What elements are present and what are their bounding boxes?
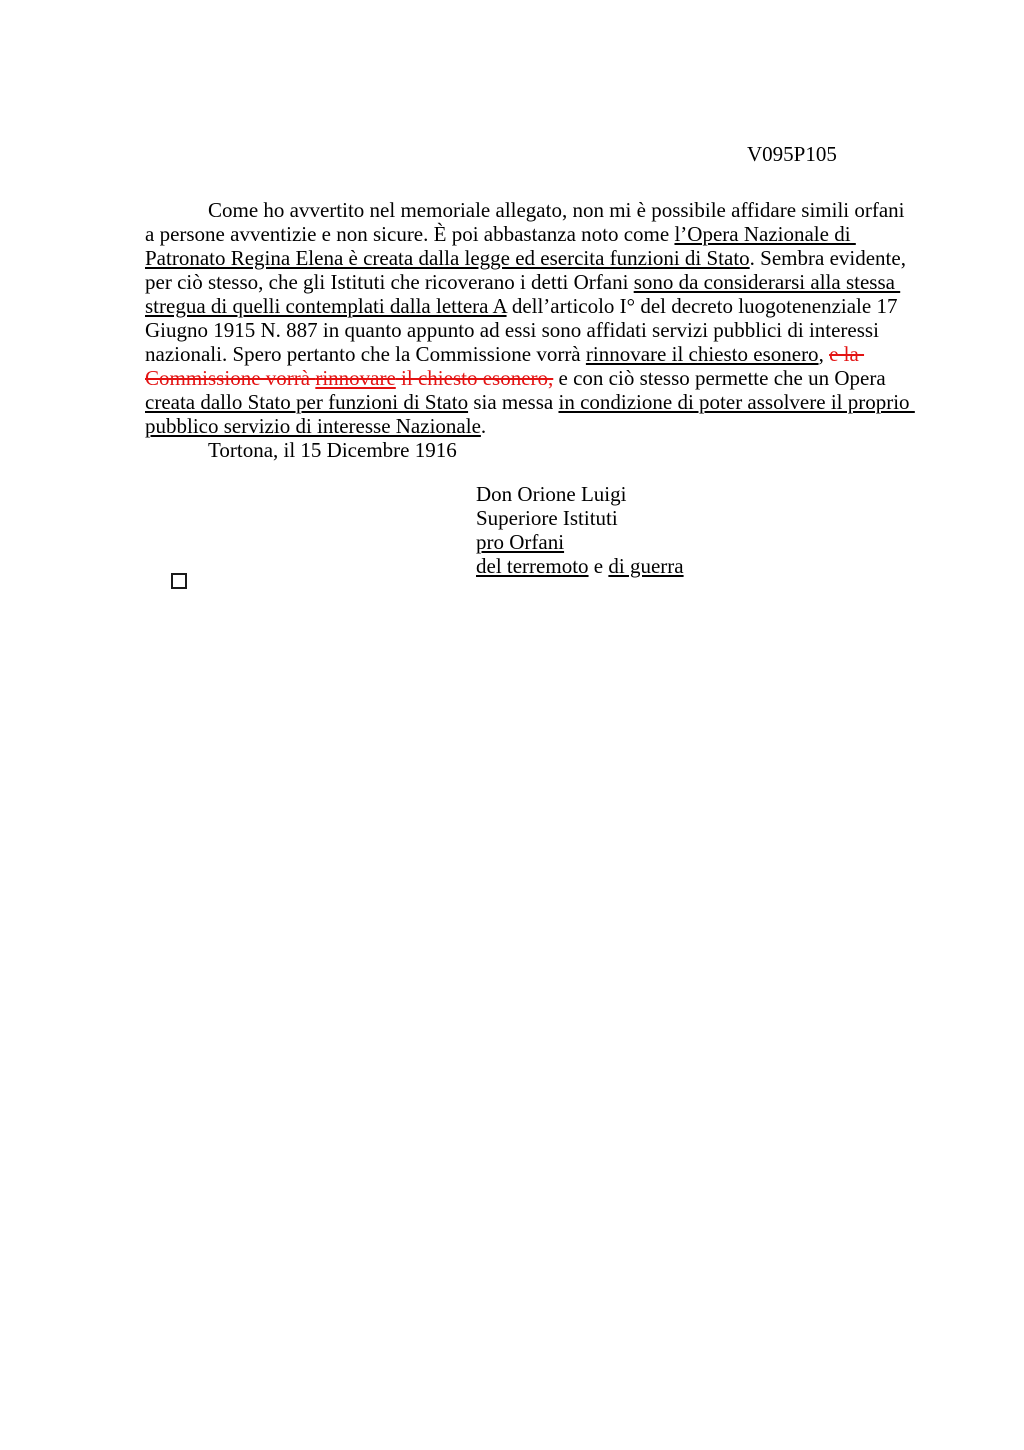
text-line bbox=[145, 318, 945, 342]
underlined-text: del terremoto bbox=[476, 554, 589, 578]
deleted-revision-text: rinnovare bbox=[315, 366, 396, 390]
body-text: per ciò stesso, che gli Istituti che ricoverano i detti Orfani bbox=[145, 270, 634, 294]
signature-block bbox=[476, 482, 1024, 578]
text-line bbox=[145, 390, 945, 414]
body-text: Superiore Istituti bbox=[476, 506, 618, 530]
text-line bbox=[476, 506, 1024, 530]
body-text: nazionali. Spero pertanto che la Commissione vorrà bbox=[145, 342, 586, 366]
text-line bbox=[145, 366, 945, 390]
body-text: Come ho avvertito nel memoriale allegato, non mi è possibile affidare simili orfani bbox=[208, 198, 905, 222]
underlined-text: pubblico servizio di interesse Nazionale bbox=[145, 414, 481, 438]
body-text: . bbox=[480, 414, 487, 438]
text-line bbox=[145, 270, 945, 294]
letter-body bbox=[145, 198, 945, 462]
underlined-text: rinnovare il chiesto esonero bbox=[585, 342, 819, 366]
deleted-revision-text: Commissione vorrà bbox=[145, 366, 316, 390]
text-line bbox=[476, 530, 1024, 554]
underlined-text: pro Orfani bbox=[476, 530, 565, 554]
text-line bbox=[145, 198, 945, 222]
body-text: Don Orione Luigi bbox=[476, 482, 627, 506]
text-line bbox=[145, 246, 945, 270]
text-line bbox=[476, 482, 1024, 506]
body-text: , bbox=[818, 342, 830, 366]
text-line bbox=[145, 414, 945, 438]
empty-checkbox-icon bbox=[171, 573, 187, 589]
underlined-text: di guerra bbox=[608, 554, 684, 578]
body-text: a persone avventizie e non sicure. È poi abbastanza noto come bbox=[145, 222, 675, 246]
text-line bbox=[145, 438, 945, 462]
document-code: V095P105 bbox=[747, 142, 837, 166]
body-text: dell’articolo I° del decreto luogotenenziale 17 bbox=[506, 294, 898, 318]
underlined-text: stregua di quelli contemplati dalla lettera A bbox=[145, 294, 507, 318]
body-text: . Sembra evidente, bbox=[749, 246, 906, 270]
underlined-text: in condizione di poter assolvere il proprio bbox=[558, 390, 915, 414]
body-text: Giugno 1915 N. 887 in quanto appunto ad essi sono affidati servizi pubblici di interessi bbox=[145, 318, 879, 342]
underlined-text: Patronato Regina Elena è creata dalla legge ed esercita funzioni di Stato bbox=[145, 246, 750, 270]
text-line bbox=[145, 222, 945, 246]
body-text: e con ciò stesso permette che un Opera bbox=[553, 366, 886, 390]
underlined-text: l’Opera Nazionale di bbox=[674, 222, 856, 246]
deleted-revision-text: e la bbox=[829, 342, 865, 366]
underlined-text: sono da considerarsi alla stessa bbox=[633, 270, 901, 294]
deleted-revision-text: il chiesto esonero, bbox=[395, 366, 554, 390]
text-line bbox=[145, 294, 945, 318]
body-text: e bbox=[588, 554, 609, 578]
text-line bbox=[145, 342, 945, 366]
body-text: sia messa bbox=[468, 390, 559, 414]
underlined-text: creata dallo Stato per funzioni di Stato bbox=[145, 390, 469, 414]
body-text: Tortona, il 15 Dicembre 1916 bbox=[208, 438, 457, 462]
